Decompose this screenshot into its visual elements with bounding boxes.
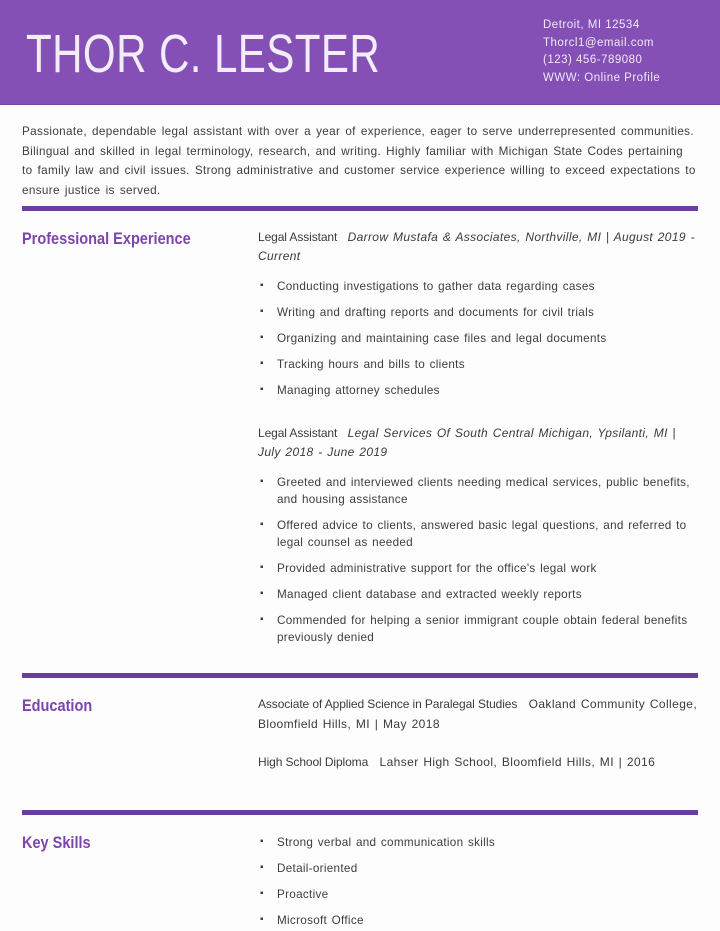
- degree-title: Associate of Applied Science in Paralegal Studies: [258, 697, 518, 711]
- contact-phone: (123) 456-789080: [543, 54, 643, 66]
- bullet-item: ▪ Conducting investigations to gather data regarding cases: [258, 278, 698, 295]
- education-entry-1: [258, 695, 698, 734]
- contact-block: [543, 17, 660, 87]
- section-experience: [0, 228, 720, 655]
- skills-bullet-list: [258, 834, 698, 929]
- section-education: [0, 695, 720, 792]
- skill-item: ▪ Strong verbal and communication skills: [258, 834, 698, 851]
- degree-details: Oakland Community College, Bloomfield Hills, MI | May 2018: [258, 697, 698, 731]
- contact-email: Thorcl1@email.com: [543, 36, 654, 49]
- section-divider: [22, 206, 698, 211]
- summary-paragraph: Passionate, dependable legal assistant with over a year of experience, eager to serve underrepresented communities. Bilingual and skilled in legal terminology, research, and writing. Highly familiar with Michigan State Codes pertaining to family law and civil issues. Strong administrative and customer service experience willing to exceed expectations to ensure justice is served.: [22, 125, 696, 197]
- job-title-line: [258, 228, 698, 266]
- skill-item: ▪ Detail-oriented: [258, 860, 698, 877]
- job-title-line: [258, 424, 698, 462]
- key-skills-heading: Key Skills: [22, 833, 91, 852]
- section-divider: [22, 673, 698, 678]
- job-details: Legal Services Of South Central Michigan, Ypsilanti, MI | July 2018 - June 2019: [258, 426, 676, 459]
- job-bullet-list: [258, 474, 698, 646]
- skill-item: ▪ Proactive: [258, 886, 698, 903]
- experience-heading: Professional Experience: [22, 230, 191, 248]
- bullet-item: ▪ Provided administrative support for the office's legal work: [258, 560, 698, 577]
- bullet-item: ▪ Managing attorney schedules: [258, 382, 698, 399]
- experience-content: [258, 228, 698, 655]
- bullet-item: ▪ Tracking hours and bills to clients: [258, 356, 698, 373]
- job-role: Legal Assistant: [258, 426, 338, 440]
- job-role: Legal Assistant: [258, 230, 338, 244]
- bullet-item: ▪ Writing and drafting reports and documents for civil trials: [258, 304, 698, 321]
- bullet-item: ▪ Commended for helping a senior immigrant couple obtain federal benefits previously denied: [258, 612, 698, 646]
- resume-header: [0, 0, 720, 105]
- job-entry-2: [258, 424, 698, 646]
- section-key-skills: [0, 832, 720, 931]
- education-entry-2: [258, 753, 698, 773]
- degree-title: High School Diploma: [258, 755, 369, 769]
- key-skills-content: [258, 832, 698, 931]
- skill-item: ▪ Microsoft Office: [258, 912, 698, 929]
- job-entry-1: [258, 228, 698, 399]
- contact-location: Detroit, MI 12534: [543, 19, 640, 31]
- job-bullet-list: [258, 278, 698, 399]
- degree-details: Lahser High School, Bloomfield Hills, MI | 2016: [379, 755, 656, 769]
- education-content: [258, 695, 698, 792]
- section-divider: [22, 810, 698, 815]
- bullet-item: ▪ Managed client database and extracted weekly reports: [258, 586, 698, 603]
- bullet-item: ▪ Organizing and maintaining case files and legal documents: [258, 330, 698, 347]
- bullet-item: ▪ Greeted and interviewed clients needing medical services, public benefits, and housing assistance: [258, 474, 698, 508]
- candidate-name: THOR C. LESTER: [26, 24, 381, 84]
- bullet-item: ▪ Offered advice to clients, answered basic legal questions, and referred to legal counsel as needed: [258, 517, 698, 551]
- education-heading: Education: [22, 697, 93, 715]
- job-details: Darrow Mustafa & Associates, Northville, MI | August 2019 - Current: [258, 230, 695, 263]
- contact-website: WWW: Online Profile: [543, 71, 661, 84]
